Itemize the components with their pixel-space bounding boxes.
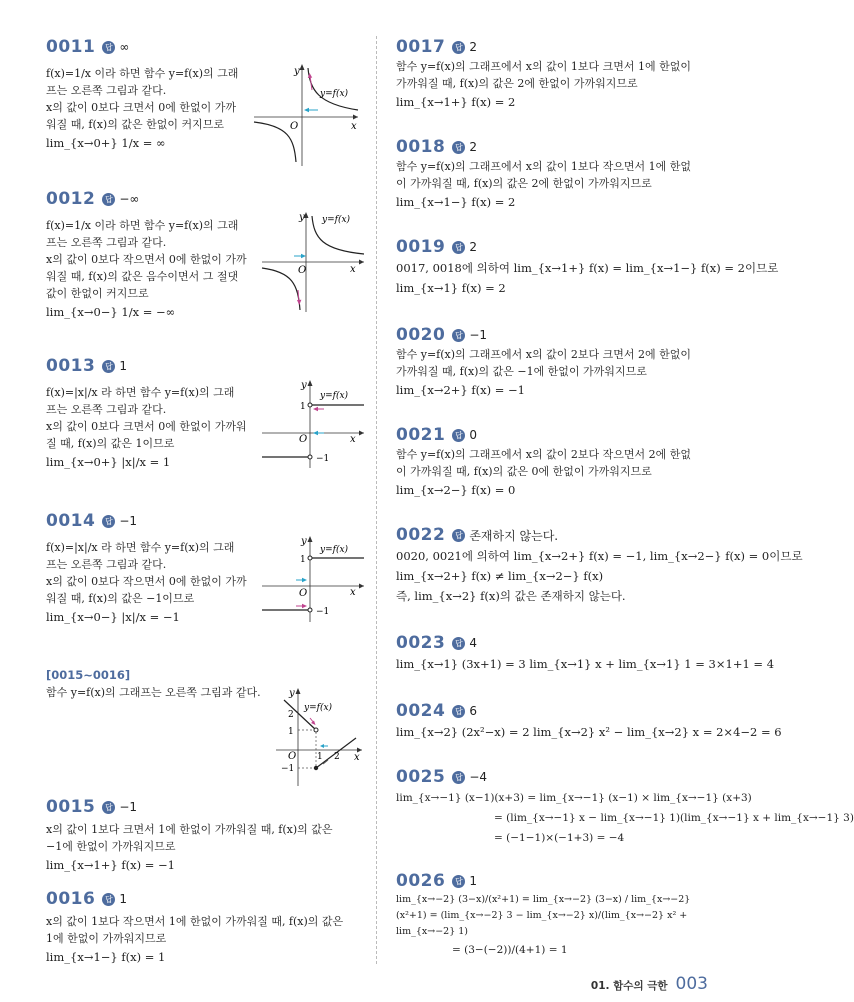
text-line: f(x)=|x|/x 라 하면 함수 y=f(x)의 그래	[46, 541, 235, 554]
text-line: x의 값이 1보다 작으면서 1에 한없이 가까워질 때, f(x)의 값은	[46, 915, 344, 928]
math-line: lim_{x→1+} f(x) = −1	[46, 858, 175, 872]
problem-0021	[396, 424, 716, 500]
text-line: f(x)=|x|/x 라 하면 함수 y=f(x)의 그래	[46, 386, 235, 399]
text-line: x의 값이 0보다 작으면서 0에 한없이 가까	[46, 575, 247, 588]
problem-0026	[396, 870, 716, 960]
problem-answer: 6	[469, 704, 477, 718]
text-line: 워질 때, f(x)의 값은 −1이므로	[46, 592, 195, 605]
bracket-text: 함수 y=f(x)의 그래프는 오른쪽 그림과 같다.	[46, 686, 261, 699]
text-line: 프는 오른쪽 그림과 같다.	[46, 236, 167, 249]
graph-tick-2: 2	[288, 710, 294, 720]
graph-y-label: y	[289, 688, 295, 699]
math-line: lim_{x→1−} f(x) = 2	[396, 195, 516, 209]
problem-0024	[396, 700, 782, 742]
text-line: x의 값이 0보다 크면서 0에 한없이 가까워	[46, 420, 247, 433]
problem-number: 0026	[396, 871, 446, 891]
answer-badge-icon: 답	[452, 141, 465, 154]
math-line: lim_{x→1} (3x+1) = 3 lim_{x→1} x + lim_{x→1} 1 = 3×1+1 = 4	[396, 657, 775, 671]
problem-0022	[396, 524, 803, 606]
answer-badge-icon: 답	[452, 241, 465, 254]
problem-0017	[396, 36, 716, 112]
answer-badge-icon: 답	[102, 41, 115, 54]
problem-answer: 2	[469, 140, 477, 154]
graph-x-label: x	[350, 264, 356, 275]
graph-tick-neg1: −1	[316, 607, 330, 617]
problem-number: 0022	[396, 525, 446, 545]
graph-tick-neg1: −1	[281, 764, 295, 774]
answer-badge-icon: 답	[452, 637, 465, 650]
problem-number: 0025	[396, 767, 446, 787]
problem-answer: −∞	[119, 192, 140, 206]
problem-number: 0016	[46, 889, 96, 909]
answer-badge-icon: 답	[102, 801, 115, 814]
problem-number: 0011	[46, 37, 96, 57]
graph-origin-label: O	[298, 265, 307, 276]
answer-badge-icon: 답	[102, 360, 115, 373]
problem-answer: 존재하지 않는다.	[469, 528, 559, 543]
problem-answer: ∞	[119, 40, 130, 54]
problem-answer: −1	[119, 800, 138, 814]
problem-answer: 4	[469, 636, 477, 650]
page-footer	[591, 974, 708, 994]
problem-number: 0021	[396, 425, 446, 445]
problem-number: 0024	[396, 701, 446, 721]
text-line: 함수 y=f(x)의 그래프에서 x의 값이 1보다 작으면서 1에 한없	[396, 160, 691, 173]
graph-y-label: y	[301, 536, 307, 547]
text-line: 워질 때, f(x)의 값은 음수이면서 그 절댓	[46, 270, 239, 283]
math-line: = (−1−1)×(−1+3) = −4	[494, 832, 625, 844]
graph-origin-label: O	[290, 121, 299, 132]
answer-badge-icon: 답	[102, 893, 115, 906]
text-line: 가까워질 때, f(x)의 값은 −1에 한없이 가까워지므로	[396, 365, 647, 378]
text-line: −1에 한없이 가까워지므로	[46, 840, 176, 853]
text-line: 1에 한없이 가까워지므로	[46, 932, 167, 945]
problem-number: 0013	[46, 356, 96, 376]
problem-answer: 2	[469, 240, 477, 254]
text-line: 함수 y=f(x)의 그래프에서 x의 값이 1보다 크면서 1에 한없이	[396, 60, 691, 73]
graph-0013	[262, 378, 366, 468]
problem-number: 0023	[396, 633, 446, 653]
problem-answer: 0	[469, 428, 477, 442]
graph-y-label: y	[301, 380, 307, 391]
math-line: 즉, lim_{x→2} f(x)의 값은 존재하지 않는다.	[396, 589, 626, 603]
graph-y-label: y	[294, 66, 300, 77]
problem-answer: 1	[119, 892, 127, 906]
text-line: 함수 y=f(x)의 그래프에서 x의 값이 2보다 크면서 2에 한없이	[396, 348, 691, 361]
graph-y-label: y	[299, 212, 305, 223]
graph-function-label: y=f(x)	[320, 89, 349, 99]
math-line: lim_{x→2−} f(x) = 0	[396, 483, 516, 497]
problem-0023	[396, 632, 775, 674]
graph-x-label: x	[351, 121, 357, 132]
problem-answer: −4	[469, 770, 488, 784]
text-line: 0017, 0018에 의하여 lim_{x→1+} f(x) = lim_{x→1−} f(x) = 2이므로	[396, 261, 779, 275]
math-line: lim_{x→0+} |x|/x = 1	[46, 455, 171, 469]
math-line: lim_{x→−2} (3−x)/(x²+1) = lim_{x→−2} (3−x) / lim_{x→−2} (x²+1) = (lim_{x→−2} 3 − lim_{x→−2} x)/(lim_{x→−2} x² + lim_{x→−2} 1)	[396, 894, 691, 937]
answer-badge-icon: 답	[452, 705, 465, 718]
text-line: 워질 때, f(x)의 값은 한없이 커지므로	[46, 118, 224, 131]
answer-badge-icon: 답	[102, 515, 115, 528]
text-line: 프는 오른쪽 그림과 같다.	[46, 403, 167, 416]
graph-origin-label: O	[299, 588, 308, 599]
answer-badge-icon: 답	[452, 529, 465, 542]
problem-number: 0018	[396, 137, 446, 157]
problem-0018	[396, 136, 716, 212]
text-line: 이 가까워질 때, f(x)의 값은 2에 한없이 가까워지므로	[396, 177, 652, 190]
problem-answer: 2	[469, 40, 477, 54]
problem-0015	[46, 796, 366, 875]
math-line: lim_{x→0−} |x|/x = −1	[46, 610, 180, 624]
problem-0020	[396, 324, 716, 400]
graph-x-label: x	[350, 434, 356, 445]
answer-badge-icon: 답	[102, 193, 115, 206]
text-line: 프는 오른쪽 그림과 같다.	[46, 558, 167, 571]
problem-0019	[396, 236, 779, 298]
math-line: = (lim_{x→−1} x − lim_{x→−1} 1)(lim_{x→−1} x + lim_{x→−1} 3)	[494, 812, 854, 824]
problem-number: 0017	[396, 37, 446, 57]
graph-0012	[262, 210, 366, 312]
math-line: = (3−(−2))/(4+1) = 1	[452, 944, 568, 956]
answer-badge-icon: 답	[452, 875, 465, 888]
answer-badge-icon: 답	[452, 329, 465, 342]
math-line: lim_{x→2+} f(x) ≠ lim_{x→2−} f(x)	[396, 569, 604, 583]
page-number: 003	[675, 974, 708, 994]
graph-0015-0016	[268, 686, 364, 786]
text-line: 0020, 0021에 의하여 lim_{x→2+} f(x) = −1, lim_{x→2−} f(x) = 0이므로	[396, 549, 803, 563]
math-line: lim_{x→0+} 1/x = ∞	[46, 136, 166, 150]
text-line: 가까워질 때, f(x)의 값은 2에 한없이 가까워지므로	[396, 77, 638, 90]
answer-badge-icon: 답	[452, 771, 465, 784]
math-line: lim_{x→2+} f(x) = −1	[396, 383, 525, 397]
problem-number: 0020	[396, 325, 446, 345]
graph-function-label: y=f(x)	[320, 391, 349, 401]
math-line: lim_{x→1} f(x) = 2	[396, 281, 506, 295]
math-line: lim_{x→0−} 1/x = −∞	[46, 305, 176, 319]
text-line: f(x)=1/x 이라 하면 함수 y=f(x)의 그래	[46, 67, 239, 80]
problem-answer: −1	[119, 514, 138, 528]
problem-number: 0019	[396, 237, 446, 257]
text-line: 프는 오른쪽 그림과 같다.	[46, 84, 167, 97]
math-line: lim_{x→2} (2x²−x) = 2 lim_{x→2} x² − lim_{x→2} x = 2×4−2 = 6	[396, 725, 782, 739]
problem-answer: 1	[119, 359, 127, 373]
graph-0014	[262, 534, 366, 622]
graph-x-label: x	[354, 752, 360, 763]
text-line: 값이 한없이 커지므로	[46, 287, 149, 300]
graph-tick-1: 1	[300, 402, 306, 412]
graph-origin-label: O	[288, 751, 297, 762]
chapter-title: 01. 함수의 극한	[590, 980, 668, 992]
problem-0025	[396, 766, 854, 848]
text-line: x의 값이 0보다 크면서 0에 한없이 가까	[46, 101, 236, 114]
problem-answer: 1	[469, 874, 477, 888]
math-line: lim_{x→1−} f(x) = 1	[46, 950, 166, 964]
text-line: x의 값이 0보다 작으면서 0에 한없이 가까	[46, 253, 247, 266]
graph-tick-x2: 2	[334, 752, 340, 762]
graph-tick-1: 1	[300, 555, 306, 565]
text-line: 질 때, f(x)의 값은 1이므로	[46, 437, 175, 450]
answer-badge-icon: 답	[452, 41, 465, 54]
text-line: 함수 y=f(x)의 그래프에서 x의 값이 2보다 작으면서 2에 한없	[396, 448, 691, 461]
problem-0016	[46, 888, 366, 967]
graph-0011	[254, 62, 362, 166]
answer-badge-icon: 답	[452, 429, 465, 442]
problem-number: 0012	[46, 189, 96, 209]
math-line: lim_{x→1+} f(x) = 2	[396, 95, 516, 109]
graph-function-label: y=f(x)	[322, 215, 351, 225]
graph-tick-neg1: −1	[316, 454, 330, 464]
problem-answer: −1	[469, 328, 488, 342]
text-line: f(x)=1/x 이라 하면 함수 y=f(x)의 그래	[46, 219, 239, 232]
graph-tick-x1: 1	[317, 752, 323, 762]
text-line: x의 값이 1보다 크면서 1에 한없이 가까워질 때, f(x)의 값은	[46, 823, 333, 836]
graph-function-label: y=f(x)	[320, 545, 349, 555]
graph-origin-label: O	[299, 434, 308, 445]
problem-number: 0014	[46, 511, 96, 531]
graph-tick-1: 1	[288, 727, 294, 737]
text-line: 이 가까워질 때, f(x)의 값은 0에 한없이 가까워지므로	[396, 465, 652, 478]
problem-number: 0015	[46, 797, 96, 817]
graph-function-label: y=f(x)	[304, 703, 333, 713]
math-line: lim_{x→−1} (x−1)(x+3) = lim_{x→−1} (x−1) × lim_{x→−1} (x+3)	[396, 792, 752, 804]
column-divider	[376, 36, 377, 964]
bracket-title: [0015~0016]	[46, 668, 131, 682]
graph-x-label: x	[350, 587, 356, 598]
